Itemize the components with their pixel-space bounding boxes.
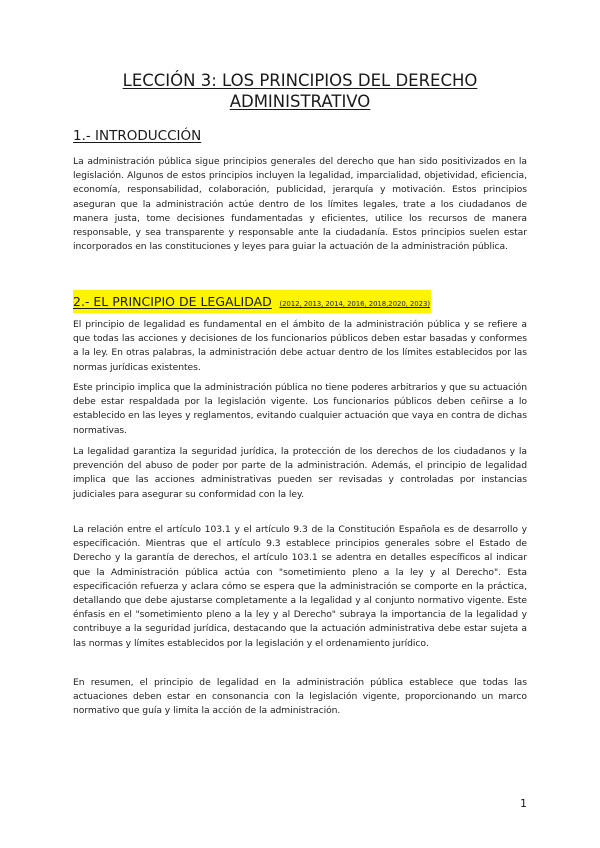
paragraph-legalidad-2: Este principio implica que la administración pública no tiene poderes arbitrarios y que su actuación debe estar respaldada por la legislación vigente. Los funcionarios públicos deben ceñirse a lo establecido en las leyes y reglamentos, evitando cualquier actuación que vaya en contra de dichas normativas. [73,382,527,436]
page-title: LECCIÓN 3: LOS PRINCIPIOS DEL DERECHO ADMINISTRATIVO [122,71,478,111]
paragraph-introduccion: La administración pública sigue principios generales del derecho que han sido positivizados en la legislación. Algunos de estos principios incluyen la legalidad, imparcialidad, objetividad, eficiencia, economía, responsabilidad, colaboración, publicidad, jerarquía y motivación. Estos principios aseguran que la administración actúe dentro de los límites legales, trate a los ciudadanos de manera justa, tome decisiones fundamentadas y eficientes, utilice los recursos de manera responsable, y sea transparente y responsable ante la ciudadanía. Estos principios suelen estar incorporados en las constituciones y leyes para guiar la actuación de la administración pública. [73,156,527,253]
paragraph-legalidad-4: La relación entre el artículo 103.1 y el artículo 9.3 de la Constitución Española es de desarrollo y especificación. Mientras que el artículo 9.3 establece principios generales sobre el Estado de Derecho y la garantía de derechos, el artículo 103.1 se adentra en detalles específicos al indicar que la Administración pública actúa con "sometimiento pleno a la ley y al Derecho". Esta especificación refuerza y aclara cómo se espera que la administración se comporte en la práctica, detallando que debe ajustarse completamente a la legalidad y al conjunto normativo vigente. Este énfasis en el "sometimiento pleno a la ley y al Derecho" subraya la importancia de la legalidad y contribuye a la seguridad jurídica, destacando que la actuación administrativa debe estar sujeta a las normas y límites establecidos por la legislación y el ordenamiento jurídico. [73,524,527,649]
section-heading-legalidad-years: (2012, 2013, 2014, 2016, 2018,2020, 2023) [279,300,430,308]
paragraph-legalidad-5: En resumen, el principio de legalidad en la administración pública establece que todas las actuaciones deben estar en consonancia con la legislación vigente, proporcionando un marco normativo que guía y limita la acción de la administración. [73,677,527,717]
section-heading-legalidad-text: 2.- EL PRINCIPIO DE LEGALIDAD [73,294,272,309]
section-heading-legalidad [73,290,431,313]
paragraph-legalidad-3: La legalidad garantiza la seguridad jurídica, la protección de los derechos de los ciudadanos y la prevención del abuso de poder por parte de la administración. Además, el principio de legalidad implica que las acciones administrativas pueden ser revisadas y controladas por instancias judiciales para asegurar su conformidad con la ley. [73,446,527,500]
page-number: 1 [520,797,527,810]
paragraph-legalidad-1: El principio de legalidad es fundamental en el ámbito de la administración pública y se refiere a que todas las acciones y decisiones de los funcionarios públicos deben estar basadas y conformes a la ley. En otras palabras, la administración debe actuar dentro de los límites establecidos por las normas jurídicas existentes. [73,319,527,373]
section-heading-introduccion: 1.- INTRODUCCIÓN [73,128,202,144]
